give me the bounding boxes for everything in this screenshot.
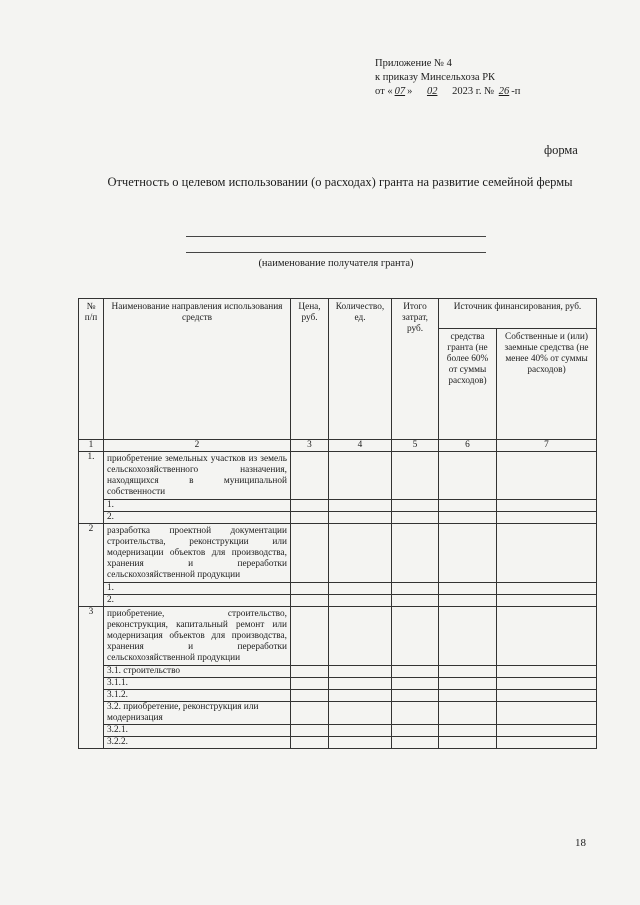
expense-report-table [78,298,597,749]
recipient-line-1 [186,236,486,237]
item-label: 1. [104,500,291,512]
value-cell [392,583,439,595]
column-number: 7 [497,440,597,452]
value-cell [329,524,392,583]
column-number: 4 [329,440,392,452]
item-row [79,595,597,607]
header-source: Источник финансирования, руб. [439,299,597,329]
annex-month: 02 [426,86,438,97]
header-price: Цена, руб. [291,299,329,440]
annex-header [375,57,520,99]
value-cell [291,725,329,737]
value-cell [497,690,597,702]
value-cell [392,678,439,690]
value-cell [497,737,597,749]
value-cell [329,725,392,737]
value-cell [329,583,392,595]
item-label: 3.1. строительство [104,666,291,678]
column-number: 5 [392,440,439,452]
value-cell [439,524,497,583]
value-cell [392,737,439,749]
value-cell [392,702,439,725]
value-cell [392,500,439,512]
column-number: 6 [439,440,497,452]
value-cell [392,725,439,737]
annex-day-close: » [407,86,413,97]
document-title: Отчетность о целевом использовании (о расходах) гранта на развитие семейной фермы [107,175,573,189]
value-cell [291,452,329,500]
value-cell [392,512,439,524]
value-cell [497,500,597,512]
recipient-caption: (наименование получателя гранта) [258,258,414,269]
value-cell [291,702,329,725]
header-num: № п/п [79,299,104,440]
value-cell [291,512,329,524]
item-label: 3.1.2. [104,690,291,702]
item-row [79,500,597,512]
section-direction: приобретение, строительство, реконструкция, капитальный ремонт или модернизация объектов для производства, хранения и переработки сельскохозяйственной продукции [104,607,291,666]
header-own: Собственные и (или) заемные средства (не менее 40% от суммы расходов) [497,329,597,440]
annex-year: 2023 г. № [452,86,495,97]
item-label: 3.1.1. [104,678,291,690]
header-direction: Наименование направления использования средств [104,299,291,440]
value-cell [329,452,392,500]
value-cell [497,595,597,607]
expense-report-body [79,452,597,749]
item-label: 3.2. приобретение, реконструкция или модернизация [104,702,291,725]
section-row [79,452,597,500]
value-cell [439,607,497,666]
form-label: форма [544,143,578,157]
value-cell [439,725,497,737]
item-row [79,690,597,702]
value-cell [439,737,497,749]
value-cell [291,737,329,749]
value-cell [392,607,439,666]
value-cell [392,666,439,678]
item-row [79,702,597,725]
item-label: 3.2.2. [104,737,291,749]
value-cell [439,512,497,524]
value-cell [329,595,392,607]
header-quantity: Количество, ед. [329,299,392,440]
page-number: 18 [575,837,586,849]
value-cell [439,678,497,690]
item-row [79,737,597,749]
annex-number: 26 [498,86,510,97]
header-total: Итого затрат, руб. [392,299,439,440]
value-cell [497,452,597,500]
value-cell [497,607,597,666]
value-cell [392,690,439,702]
value-cell [291,666,329,678]
value-cell [329,737,392,749]
value-cell [439,452,497,500]
item-row [79,512,597,524]
value-cell [497,512,597,524]
value-cell [291,690,329,702]
value-cell [497,666,597,678]
value-cell [329,512,392,524]
value-cell [439,702,497,725]
annex-day: 07 [394,86,406,97]
value-cell [392,595,439,607]
value-cell [291,583,329,595]
value-cell [439,500,497,512]
section-row [79,524,597,583]
value-cell [392,452,439,500]
value-cell [291,500,329,512]
value-cell [329,607,392,666]
column-number: 3 [291,440,329,452]
item-row [79,678,597,690]
value-cell [497,678,597,690]
section-number: 3 [79,607,104,749]
item-row [79,583,597,595]
value-cell [439,666,497,678]
item-label: 3.2.1. [104,725,291,737]
value-cell [439,583,497,595]
recipient-line-2 [186,252,486,253]
section-number: 1. [79,452,104,524]
item-label: 1. [104,583,291,595]
item-label: 2. [104,512,291,524]
value-cell [497,702,597,725]
value-cell [291,595,329,607]
header-grant: средства гранта (не более 60% от суммы расходов) [439,329,497,440]
value-cell [291,607,329,666]
annex-date-line [375,85,520,99]
column-number: 1 [79,440,104,452]
section-row [79,607,597,666]
value-cell [329,678,392,690]
annex-number-suffix: -п [511,86,521,97]
item-label: 2. [104,595,291,607]
value-cell [329,702,392,725]
value-cell [329,690,392,702]
section-direction: разработка проектной документации строительства, реконструкции или модернизации объектов для производства, хранения и переработки сельскохозяйственной продукции [104,524,291,583]
value-cell [497,725,597,737]
value-cell [497,524,597,583]
value-cell [329,500,392,512]
value-cell [291,678,329,690]
column-number: 2 [104,440,291,452]
value-cell [439,690,497,702]
section-direction: приобретение земельных участков из земель сельскохозяйственного назначения, находящихся в муниципальной собственности [104,452,291,500]
value-cell [497,583,597,595]
value-cell [439,595,497,607]
column-number-row [79,440,597,452]
section-number: 2 [79,524,104,607]
value-cell [329,666,392,678]
value-cell [291,524,329,583]
item-row [79,725,597,737]
annex-line-2: к приказу Минсельхоза РК [375,72,496,83]
item-row [79,666,597,678]
annex-line-1: Приложение № 4 [375,58,452,69]
value-cell [392,524,439,583]
annex-date-prefix: от « [375,86,393,97]
